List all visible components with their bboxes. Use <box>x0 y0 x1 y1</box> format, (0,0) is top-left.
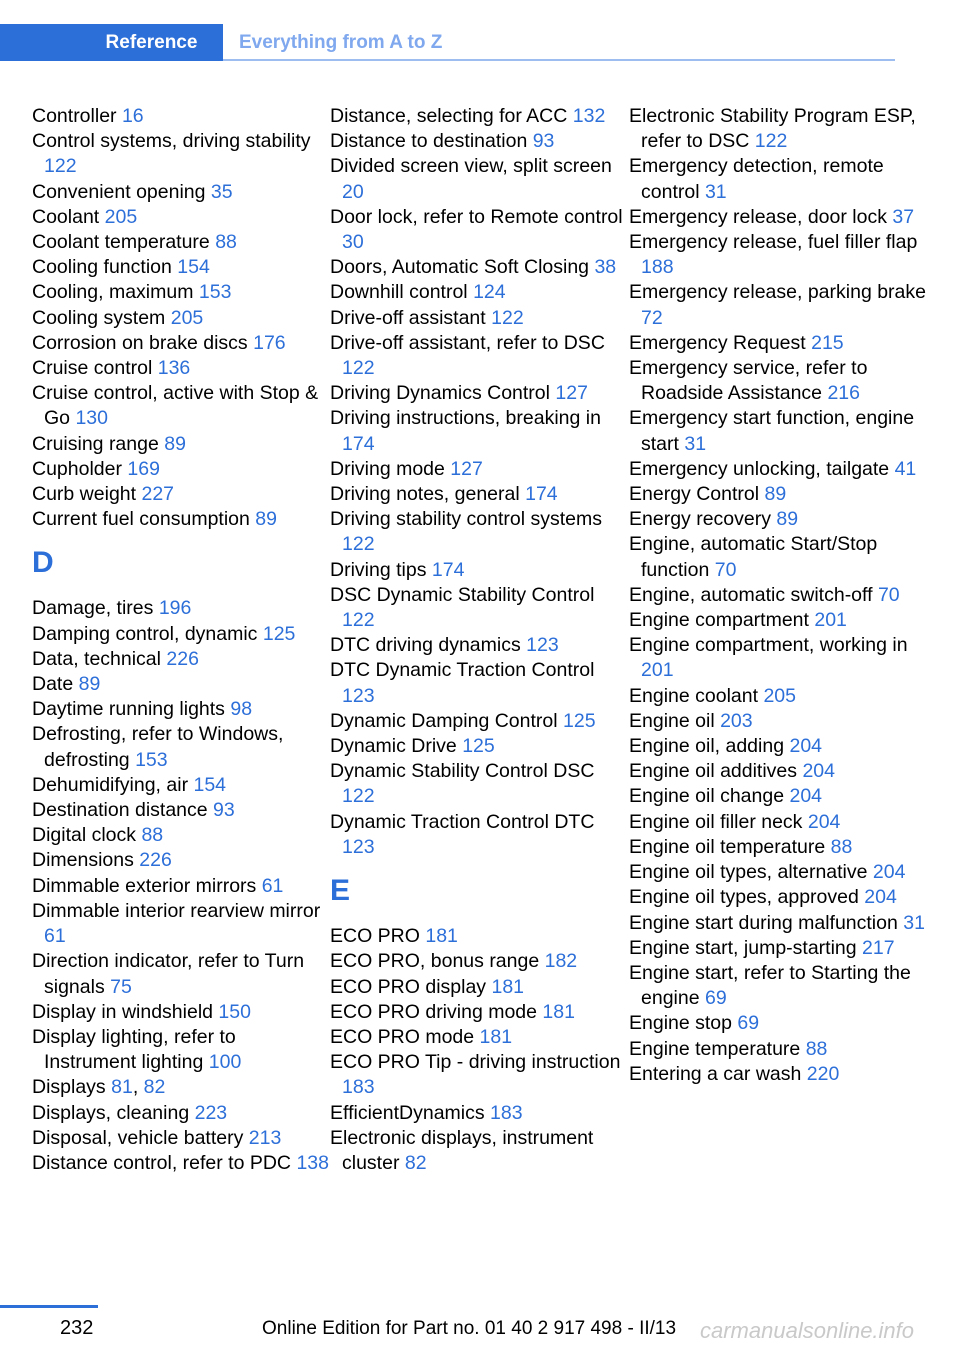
index-entry <box>629 784 929 809</box>
page-link[interactable]: 188 <box>641 256 674 279</box>
index-entry <box>32 255 332 280</box>
index-entry <box>32 697 332 722</box>
index-entry <box>32 104 332 129</box>
index-entry <box>32 457 332 482</box>
index-term: ECO PRO mode <box>330 1025 480 1048</box>
index-entry <box>32 798 332 823</box>
page-link[interactable]: 123 <box>342 835 375 858</box>
page-link[interactable]: 122 <box>491 306 524 329</box>
index-term: Driving stability control systems <box>330 508 602 531</box>
index-entry <box>330 104 630 129</box>
index-entry <box>330 658 630 708</box>
index-entry <box>629 280 929 330</box>
index-entry <box>32 381 332 431</box>
page-link[interactable]: 61 <box>44 925 66 948</box>
index-entry <box>32 1126 332 1151</box>
index-entry <box>32 722 332 772</box>
index-entry <box>330 1101 630 1126</box>
page-link[interactable]: 125 <box>563 709 596 732</box>
index-entry <box>32 773 332 798</box>
index-term: Engine oil types, alternative <box>629 861 873 884</box>
page-link[interactable]: 41 <box>894 457 917 480</box>
index-term: Dynamic Damping Control <box>330 709 564 732</box>
page-link[interactable]: 201 <box>641 659 674 682</box>
index-term: Driving mode <box>330 457 451 480</box>
page-link[interactable]: 20 <box>342 180 364 203</box>
page-link[interactable]: 69 <box>737 1012 760 1035</box>
index-entry <box>32 1025 332 1075</box>
page-link[interactable]: 123 <box>342 684 375 707</box>
index-term: Cruise control <box>32 357 158 380</box>
index-entry <box>330 129 630 154</box>
index-term: Curb weight <box>32 483 142 506</box>
index-entry <box>330 507 630 557</box>
index-term: Energy Control <box>629 483 765 506</box>
page-link[interactable]: 89 <box>255 508 277 531</box>
page-link[interactable]: 124 <box>473 281 506 304</box>
index-entry <box>629 759 929 784</box>
page-link[interactable]: 130 <box>75 407 108 430</box>
page-link[interactable]: 98 <box>230 698 253 721</box>
page-link[interactable]: 125 <box>462 735 495 758</box>
index-term: Cooling, maximum <box>32 281 199 304</box>
index-term: ECO PRO Tip - driving instruction <box>330 1051 621 1074</box>
section-label: Reference <box>105 32 198 53</box>
page-link[interactable]: 31 <box>704 180 727 203</box>
index-entry <box>32 205 332 230</box>
page-link[interactable]: 122 <box>342 533 375 556</box>
index-term: Dimensions <box>32 849 140 872</box>
index-entry <box>32 1151 332 1176</box>
index-term: Energy recovery <box>629 508 777 531</box>
index-term: Displays, cleaning <box>32 1101 195 1124</box>
index-entry <box>32 1101 332 1126</box>
index-entry <box>330 1000 630 1025</box>
page-link[interactable]: 75 <box>110 975 132 998</box>
page-link[interactable]: 88 <box>830 835 853 858</box>
index-term: Engine start, refer to Starting the engine <box>629 961 911 1010</box>
index-entry <box>32 596 332 621</box>
index-term: Coolant <box>32 205 105 228</box>
page-link[interactable]: 154 <box>177 256 210 279</box>
index-entry <box>32 331 332 356</box>
page-link[interactable]: 226 <box>166 647 199 670</box>
page-link[interactable]: 127 <box>555 382 588 405</box>
index-term: Driving notes, general <box>330 483 526 506</box>
index-entry <box>330 1050 630 1100</box>
index-term: Engine, automatic switch-off <box>629 583 878 606</box>
index-entry <box>330 1025 630 1050</box>
page-link[interactable]: 31 <box>684 432 707 455</box>
index-term: Dynamic Drive <box>330 735 463 758</box>
index-term: ECO PRO display <box>330 975 492 998</box>
index-term: Emergency unlocking, tailgate <box>629 457 895 480</box>
page-link[interactable]: 30 <box>342 231 364 254</box>
index-entry <box>330 280 630 305</box>
index-term: Date <box>32 673 79 696</box>
index-entry <box>32 230 332 255</box>
page-link[interactable]: 122 <box>44 155 77 178</box>
index-term: Cruise control, active with Stop & Go <box>32 382 319 430</box>
index-entry: Displays 81, 82 <box>32 1076 166 1099</box>
page-link[interactable]: 204 <box>872 861 906 884</box>
page-link[interactable]: 72 <box>641 306 663 329</box>
page-link[interactable]: 35 <box>210 180 233 203</box>
page-link[interactable]: 169 <box>127 457 160 480</box>
index-letter-heading: E <box>330 874 351 908</box>
index-term: Emergency Request <box>629 331 812 354</box>
index-column-2 <box>330 104 630 1176</box>
index-term: Driving Dynamics Control <box>330 382 556 405</box>
page-link[interactable]: 223 <box>194 1101 228 1124</box>
page-link[interactable]: 138 <box>296 1151 329 1174</box>
page-link[interactable]: 89 <box>164 432 186 455</box>
index-entry <box>629 532 929 582</box>
index-term: Defrosting, refer to Windows, defrosting <box>32 723 284 771</box>
index-entry <box>32 129 332 179</box>
index-column-1 <box>32 104 332 1176</box>
index-entry <box>330 406 630 456</box>
index-term: Doors, Automatic Soft Closing <box>330 256 595 279</box>
index-entry <box>330 457 630 482</box>
index-entry <box>629 482 929 507</box>
page-link[interactable]: 125 <box>262 622 296 645</box>
index-entry <box>629 406 929 456</box>
page-link[interactable]: 88 <box>215 231 237 254</box>
index-entry <box>330 810 630 860</box>
index-term: Dimmable interior rearview mirror <box>32 899 321 922</box>
index-entry <box>629 810 929 835</box>
index-entry <box>629 911 929 936</box>
page-link[interactable]: 154 <box>193 773 227 796</box>
index-term: ECO PRO, bonus range <box>330 950 545 973</box>
page-link[interactable]: 203 <box>720 709 753 732</box>
page-link[interactable]: 127 <box>450 457 483 480</box>
index-term: Downhill control <box>330 281 474 304</box>
index-term: Engine oil additives <box>629 760 803 783</box>
index-entry <box>629 885 929 910</box>
page-link[interactable]: 204 <box>807 810 841 833</box>
edition-note: Online Edition for Part no. 01 40 2 917 498 - II/13 <box>262 1318 677 1339</box>
index-term: Cruising range <box>32 432 165 455</box>
index-term: DSC Dynamic Stability Control <box>330 583 595 606</box>
index-entry <box>330 734 630 759</box>
index-term: Current fuel consumption <box>32 508 256 531</box>
index-term: Displays <box>32 1076 112 1099</box>
index-entry <box>32 848 332 873</box>
index-entry <box>32 482 332 507</box>
index-entry <box>330 759 630 809</box>
index-entry <box>629 1011 929 1036</box>
page-link[interactable]: 89 <box>776 508 799 531</box>
index-term: Engine compartment <box>629 609 815 632</box>
page-link[interactable]: 227 <box>141 483 175 506</box>
page-link[interactable]: 213 <box>248 1126 282 1149</box>
index-term: Direction indicator, refer to Turn signals <box>32 950 305 998</box>
index-term: Display lighting, refer to Instrument lighting <box>32 1025 236 1074</box>
index-term: Damping control, dynamic <box>32 622 263 645</box>
index-term: Dynamic Traction Control DTC <box>330 810 595 833</box>
index-term: EfficientDynamics <box>330 1101 491 1124</box>
index-entry <box>330 975 630 1000</box>
chapter-title: Everything from A to Z <box>239 32 443 53</box>
index-term: Daytime running lights <box>32 698 231 721</box>
page-link[interactable]: 89 <box>764 483 787 506</box>
page-link[interactable]: 16 <box>121 105 144 127</box>
page-link[interactable]: 196 <box>158 597 192 620</box>
index-entry <box>330 306 630 331</box>
index-term: Engine oil filler neck <box>629 810 808 833</box>
index-term: Control systems, driving stability <box>32 130 311 153</box>
index-entry <box>32 874 332 899</box>
index-entry <box>32 622 332 647</box>
page-link[interactable]: 215 <box>811 331 844 354</box>
index-term: Digital clock <box>32 824 142 847</box>
index-entry <box>629 507 929 532</box>
page-link[interactable]: 181 <box>425 925 458 948</box>
index-entry <box>629 583 929 608</box>
page-link[interactable]: 88 <box>141 824 164 847</box>
page-link[interactable]: 122 <box>342 357 375 380</box>
page-link[interactable]: 216 <box>827 382 860 405</box>
index-entry <box>629 457 929 482</box>
page-link[interactable]: 153 <box>135 748 168 771</box>
index-entry <box>32 306 332 331</box>
index-term: Convenient opening <box>32 180 211 203</box>
page-link[interactable]: 70 <box>877 583 900 606</box>
index-term: Coolant temperature <box>32 231 216 254</box>
index-term: Electronic displays, instrument cluster <box>330 1126 594 1174</box>
page-link[interactable]: 122 <box>754 130 788 153</box>
index-term: Engine temperature <box>629 1037 806 1060</box>
index-entry <box>330 331 630 381</box>
page-link[interactable]: 204 <box>802 760 835 783</box>
index-entry <box>330 633 630 658</box>
page-link[interactable]: 88 <box>805 1037 828 1060</box>
index-entry <box>32 432 332 457</box>
index-entry <box>629 1037 929 1062</box>
page-link[interactable]: 205 <box>763 684 796 707</box>
index-term: Cooling function <box>32 256 178 279</box>
index-term: Emergency release, parking brake <box>629 281 926 304</box>
index-term: DTC driving dynamics <box>330 634 527 657</box>
index-entry <box>330 924 630 949</box>
index-term: Engine oil change <box>629 785 790 808</box>
index-term: ECO PRO driving mode <box>330 1000 543 1023</box>
page-link[interactable]: 136 <box>157 357 191 380</box>
index-term: Emergency release, door lock <box>629 205 893 228</box>
index-term: Distance to destination <box>330 130 533 153</box>
index-term: DTC Dynamic Traction Control <box>330 659 595 682</box>
index-term: Cooling system <box>32 306 171 329</box>
index-entry <box>330 1126 630 1176</box>
page-link[interactable]: 174 <box>525 483 558 506</box>
index-term: Engine stop <box>629 1012 738 1035</box>
page-link[interactable]: 81 <box>111 1076 133 1099</box>
index-term: Drive-off assistant, refer to DSC <box>330 331 605 354</box>
page-link[interactable]: 61 <box>261 874 284 897</box>
index-term: Divided screen view, split screen <box>330 155 612 178</box>
page-link[interactable]: 201 <box>814 609 847 632</box>
index-term: Engine coolant <box>629 684 764 707</box>
index-entry <box>629 684 929 709</box>
page-link[interactable]: 220 <box>806 1062 840 1085</box>
index-entry <box>32 507 332 532</box>
index-entry <box>629 633 929 683</box>
index-entry <box>32 823 332 848</box>
index-term: Drive-off assistant <box>330 306 492 329</box>
page-link[interactable]: 132 <box>572 105 606 127</box>
page-link[interactable]: 181 <box>542 1000 575 1023</box>
page-link[interactable]: 181 <box>479 1025 513 1048</box>
index-term: Disposal, vehicle battery <box>32 1126 249 1149</box>
index-term: Data, technical <box>32 647 167 670</box>
index-entry <box>629 205 929 230</box>
index-term: Driving instructions, breaking in <box>330 407 601 430</box>
page-link[interactable]: 205 <box>170 306 204 329</box>
index-entry <box>32 280 332 305</box>
page-link[interactable]: 176 <box>253 331 286 354</box>
index-entry <box>32 899 332 949</box>
page-link[interactable]: 204 <box>864 886 897 909</box>
page-link[interactable]: 123 <box>526 634 559 657</box>
index-term: Destination distance <box>32 799 214 822</box>
index-entry <box>330 558 630 583</box>
index-entry <box>629 104 929 154</box>
index-entry <box>330 205 630 255</box>
page-link[interactable]: 93 <box>213 799 235 822</box>
page-link[interactable]: 69 <box>704 987 727 1010</box>
header-rule <box>223 59 895 61</box>
page-link[interactable]: 204 <box>789 785 823 808</box>
index-term: Entering a car wash <box>629 1062 807 1085</box>
page-header <box>0 24 895 62</box>
page-link[interactable]: 31 <box>903 911 925 934</box>
index-term: Engine oil temperature <box>629 835 831 858</box>
page-link[interactable]: 38 <box>594 256 617 279</box>
index-entry <box>32 180 332 205</box>
index-term: Distance, selecting for ACC <box>330 105 573 127</box>
index-term: Cupholder <box>32 457 128 480</box>
index-term: Display in windshield <box>32 1000 219 1023</box>
index-term: Engine compartment, working in <box>629 634 908 657</box>
index-term: Damage, tires <box>32 597 159 620</box>
index-entry <box>330 255 630 280</box>
index-term: Dehumidifying, air <box>32 773 194 796</box>
index-entry <box>629 961 929 1011</box>
index-term: Dynamic Stability Control DSC <box>330 760 595 783</box>
index-entry <box>330 949 630 974</box>
page-link[interactable]: 183 <box>342 1076 375 1099</box>
index-entry <box>330 583 630 633</box>
page-link[interactable]: 82 <box>143 1076 166 1099</box>
index-term: Emergency service, refer to Roadside Assistance <box>629 357 868 405</box>
index-entry <box>629 1062 929 1087</box>
index-term: Door lock, refer to Remote control <box>330 205 623 228</box>
index-entry <box>330 709 630 734</box>
index-term: Engine start, jump-starting <box>629 936 863 959</box>
page-link[interactable]: 182 <box>544 950 578 973</box>
page-link[interactable]: 183 <box>490 1101 523 1124</box>
page-link[interactable]: 100 <box>208 1051 242 1074</box>
index-term: Emergency release, fuel filler flap <box>629 231 918 254</box>
index-entry <box>629 835 929 860</box>
index-term: Emergency start function, engine start <box>629 407 915 455</box>
page-link[interactable]: 93 <box>532 130 555 153</box>
index-entry <box>629 860 929 885</box>
index-entry <box>32 647 332 672</box>
index-entry <box>32 356 332 381</box>
index-term: Dimmable exterior mirrors <box>32 874 262 897</box>
index-term: Engine oil, adding <box>629 735 790 758</box>
index-entry <box>629 734 929 759</box>
index-entry <box>330 381 630 406</box>
index-term: Emergency detection, remote control <box>629 155 884 203</box>
index-term: ECO PRO <box>330 925 426 948</box>
page-link[interactable]: 122 <box>342 785 375 808</box>
index-entry <box>32 1000 332 1025</box>
index-term: Corrosion on brake discs <box>32 331 254 354</box>
index-entry <box>629 230 929 280</box>
page-link[interactable]: 217 <box>862 936 895 959</box>
index-term: Engine start during malfunction <box>629 911 904 934</box>
page-link[interactable]: 70 <box>714 558 737 581</box>
page-link[interactable]: 174 <box>431 558 465 581</box>
index-term: Driving tips <box>330 558 432 581</box>
index-term: Electronic Stability Program ESP, refer to DSC <box>629 105 916 153</box>
index-entry <box>32 949 332 999</box>
page-link[interactable]: 174 <box>342 432 375 455</box>
index-entry <box>330 482 630 507</box>
index-entry <box>629 936 929 961</box>
index-term: Engine oil <box>629 709 721 732</box>
footer-rule <box>0 1305 98 1308</box>
index-letter-heading: D <box>32 546 54 580</box>
page-link[interactable]: 226 <box>139 849 172 872</box>
index-term: Engine oil types, approved <box>629 886 865 909</box>
page-link[interactable]: 205 <box>104 205 138 228</box>
page-link[interactable]: 150 <box>218 1000 251 1023</box>
page-number: 232 <box>60 1317 94 1339</box>
index-entry <box>629 608 929 633</box>
index-entry <box>629 709 929 734</box>
page-link[interactable]: 153 <box>198 281 232 304</box>
watermark-logo: carmanualsonline.info <box>700 1318 915 1343</box>
page-link[interactable]: 37 <box>892 205 915 228</box>
index-term: Distance control, refer to PDC <box>32 1151 297 1174</box>
page-link[interactable]: 89 <box>78 673 101 696</box>
page-link[interactable]: 82 <box>404 1151 427 1174</box>
index-entry <box>32 672 332 697</box>
section-tab <box>0 24 223 61</box>
index-entry <box>629 154 929 204</box>
index-entry <box>330 154 630 204</box>
index-term: Controller <box>32 105 122 127</box>
index-entry <box>629 356 929 406</box>
page-link[interactable]: 204 <box>789 735 823 758</box>
index-column-3 <box>629 104 929 1087</box>
index-entry <box>629 331 929 356</box>
index-term: Engine, automatic Start/Stop function <box>629 533 878 581</box>
page-link[interactable]: 181 <box>491 975 525 998</box>
page-link[interactable]: 122 <box>342 609 375 632</box>
